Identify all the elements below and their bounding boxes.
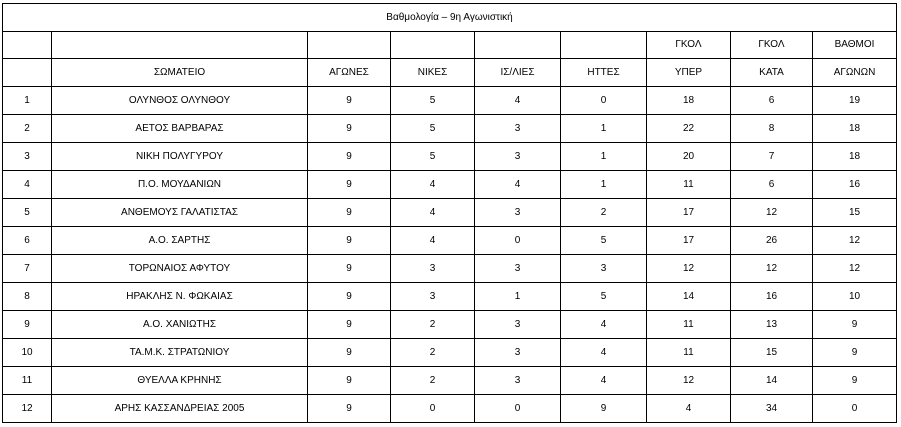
cell-goals-against: 34 [731,395,813,423]
cell-played: 9 [308,311,391,339]
table-row [3,395,897,423]
cell-team: ΑΝΘΕΜΟΥΣ ΓΑΛΑΤΙΣΤΑΣ [52,199,308,227]
cell-points: 10 [813,283,897,311]
header-losses: ΗΤΤΕΣ [561,59,647,87]
cell-position: 11 [3,367,52,395]
cell-team: ΗΡΑΚΛΗΣ Ν. ΦΩΚΑΙΑΣ [52,283,308,311]
cell-goals-for: 14 [647,283,731,311]
cell-played: 9 [308,87,391,115]
cell-position: 12 [3,395,52,423]
cell-draws: 1 [475,283,561,311]
cell-team: ΟΛΥΝΘΟΣ ΟΛΥΝΘΟΥ [52,87,308,115]
cell-position: 10 [3,339,52,367]
cell-draws: 3 [475,115,561,143]
cell-goals-for: 18 [647,87,731,115]
cell-losses: 9 [561,395,647,423]
cell-position: 2 [3,115,52,143]
cell-played: 9 [308,283,391,311]
cell-losses: 1 [561,171,647,199]
cell-played: 9 [308,115,391,143]
cell-goals-for: 11 [647,311,731,339]
cell-goals-against: 15 [731,339,813,367]
header-goals-against-top: ΓΚΟΛ [731,32,813,59]
cell-position: 3 [3,143,52,171]
table-row [3,171,897,199]
header-points-top: ΒΑΘΜΟΙ [813,32,897,59]
cell-position: 9 [3,311,52,339]
cell-wins: 4 [391,199,475,227]
cell-wins: 4 [391,227,475,255]
cell-losses: 4 [561,339,647,367]
cell-team: ΑΕΤΟΣ ΒΑΡΒΑΡΑΣ [52,115,308,143]
cell-goals-against: 26 [731,227,813,255]
cell-team: Π.Ο. ΜΟΥΔΑΝΙΩΝ [52,171,308,199]
cell-position: 6 [3,227,52,255]
cell-draws: 0 [475,227,561,255]
cell-wins: 0 [391,395,475,423]
cell-goals-for: 11 [647,171,731,199]
cell-played: 9 [308,199,391,227]
cell-losses: 0 [561,87,647,115]
header-row [3,59,897,87]
cell-points: 16 [813,171,897,199]
cell-draws: 3 [475,339,561,367]
standings-table [2,3,897,423]
cell-played: 9 [308,367,391,395]
cell-wins: 2 [391,339,475,367]
cell-points: 12 [813,255,897,283]
cell-losses: 3 [561,255,647,283]
header-goals-against: ΚΑΤΑ [731,59,813,87]
cell-points: 9 [813,367,897,395]
cell-position: 8 [3,283,52,311]
cell-goals-for: 4 [647,395,731,423]
cell-draws: 4 [475,87,561,115]
cell-losses: 2 [561,199,647,227]
cell-losses: 5 [561,283,647,311]
cell-losses: 4 [561,311,647,339]
cell-goals-against: 6 [731,87,813,115]
cell-losses: 1 [561,115,647,143]
cell-draws: 3 [475,311,561,339]
table-row [3,199,897,227]
header-empty-losses [561,32,647,59]
cell-goals-for: 20 [647,143,731,171]
cell-wins: 3 [391,255,475,283]
cell-draws: 0 [475,395,561,423]
cell-points: 12 [813,227,897,255]
header-team: ΣΩΜΑΤΕΙΟ [52,59,308,87]
cell-played: 9 [308,143,391,171]
cell-played: 9 [308,255,391,283]
table-row [3,367,897,395]
cell-goals-against: 14 [731,367,813,395]
cell-played: 9 [308,171,391,199]
cell-position: 4 [3,171,52,199]
header-row-top [3,32,897,59]
cell-points: 18 [813,143,897,171]
table-row [3,339,897,367]
cell-wins: 2 [391,367,475,395]
cell-wins: 2 [391,311,475,339]
table-row [3,115,897,143]
cell-points: 19 [813,87,897,115]
cell-points: 0 [813,395,897,423]
cell-played: 9 [308,339,391,367]
header-empty-draws [475,32,561,59]
header-empty-wins [391,32,475,59]
cell-goals-for: 12 [647,367,731,395]
cell-points: 9 [813,339,897,367]
cell-goals-against: 12 [731,255,813,283]
cell-goals-against: 13 [731,311,813,339]
cell-points: 9 [813,311,897,339]
cell-losses: 4 [561,367,647,395]
cell-goals-against: 16 [731,283,813,311]
table-title: Βαθμολογία – 9η Αγωνιστική [3,4,897,32]
cell-losses: 1 [561,143,647,171]
cell-position: 5 [3,199,52,227]
header-goals-for: ΥΠΕΡ [647,59,731,87]
cell-goals-for: 12 [647,255,731,283]
table-row [3,227,897,255]
cell-goals-against: 8 [731,115,813,143]
cell-wins: 5 [391,143,475,171]
table-row [3,283,897,311]
cell-team: ΑΡΗΣ ΚΑΣΣΑΝΔΡΕΙΑΣ 2005 [52,395,308,423]
header-draws: ΙΣ/ΛΙΕΣ [475,59,561,87]
cell-wins: 5 [391,87,475,115]
cell-losses: 5 [561,227,647,255]
title-row [3,4,897,32]
cell-points: 15 [813,199,897,227]
cell-draws: 3 [475,255,561,283]
cell-goals-for: 17 [647,199,731,227]
table-row [3,143,897,171]
cell-draws: 3 [475,367,561,395]
cell-played: 9 [308,395,391,423]
cell-team: ΘΥΕΛΛΑ ΚΡΗΝΗΣ [52,367,308,395]
cell-wins: 4 [391,171,475,199]
header-goals-for-top: ΓΚΟΛ [647,32,731,59]
header-empty-team [52,32,308,59]
header-empty-played [308,32,391,59]
cell-goals-against: 12 [731,199,813,227]
cell-draws: 4 [475,171,561,199]
cell-points: 18 [813,115,897,143]
cell-goals-against: 6 [731,171,813,199]
header-points: ΑΓΩΝΩΝ [813,59,897,87]
table-row [3,87,897,115]
cell-draws: 3 [475,199,561,227]
table-row [3,255,897,283]
cell-wins: 5 [391,115,475,143]
header-played: ΑΓΩΝΕΣ [308,59,391,87]
cell-goals-for: 11 [647,339,731,367]
cell-team: ΝΙΚΗ ΠΟΛΥΓΥΡΟΥ [52,143,308,171]
header-wins: ΝΙΚΕΣ [391,59,475,87]
cell-position: 7 [3,255,52,283]
cell-team: Α.Ο. ΣΑΡΤΗΣ [52,227,308,255]
cell-goals-against: 7 [731,143,813,171]
table-row [3,311,897,339]
header-empty-pos [3,32,52,59]
cell-position: 1 [3,87,52,115]
cell-draws: 3 [475,143,561,171]
cell-goals-for: 17 [647,227,731,255]
cell-wins: 3 [391,283,475,311]
cell-team: ΤΑ.Μ.Κ. ΣΤΡΑΤΩΝΙΟΥ [52,339,308,367]
header-pos [3,59,52,87]
cell-played: 9 [308,227,391,255]
cell-team: ΤΟΡΩΝΑΙΟΣ ΑΦΥΤΟΥ [52,255,308,283]
cell-goals-for: 22 [647,115,731,143]
cell-team: Α.Ο. ΧΑΝΙΩΤΗΣ [52,311,308,339]
